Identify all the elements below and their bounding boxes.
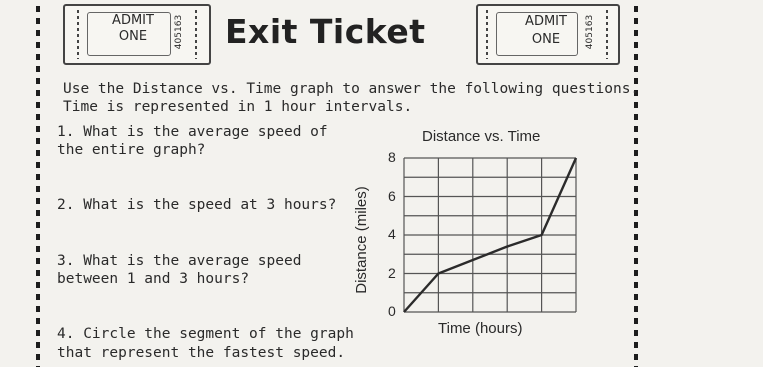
y-tick-label: 6 <box>388 187 396 204</box>
question-4-line-1: 4. Circle the segment of the graph <box>57 326 354 342</box>
ticket-one-text: ONE <box>531 32 561 47</box>
question-1-line-1: 1. What is the average speed of <box>57 124 328 140</box>
question-3-line-2: between 1 and 3 hours? <box>57 271 250 287</box>
y-axis-label-text: Distance (miles) <box>353 186 370 294</box>
y-tick-label: 2 <box>388 264 396 281</box>
instruction-line: Time is represented in 1 hour intervals. <box>63 99 413 115</box>
page-title: Exit Ticket <box>225 12 426 51</box>
x-axis-label: Time (hours) <box>438 320 523 337</box>
question-4-line-2: that represent the fastest speed. <box>57 345 346 361</box>
question-3-line-1: 3. What is the average speed <box>57 253 302 269</box>
ticket-one-text: ONE <box>118 29 148 44</box>
ticket-admit-text: ADMIT <box>525 14 567 29</box>
ticket-serial: 405163 <box>174 14 184 50</box>
y-tick-label: 0 <box>388 303 396 319</box>
chart-title: Distance vs. Time <box>422 128 541 145</box>
question-1-line-2: the entire graph? <box>57 142 206 158</box>
instruction-line: Use the Distance vs. Time graph to answer the following questions. <box>63 81 640 97</box>
ticket-serial: 405163 <box>585 14 595 50</box>
ticket-admit-text: ADMIT <box>112 13 154 28</box>
question-2-line-1: 2. What is the speed at 3 hours? <box>57 197 337 213</box>
y-tick-label: 4 <box>388 226 396 242</box>
y-tick-label: 8 <box>388 149 396 165</box>
